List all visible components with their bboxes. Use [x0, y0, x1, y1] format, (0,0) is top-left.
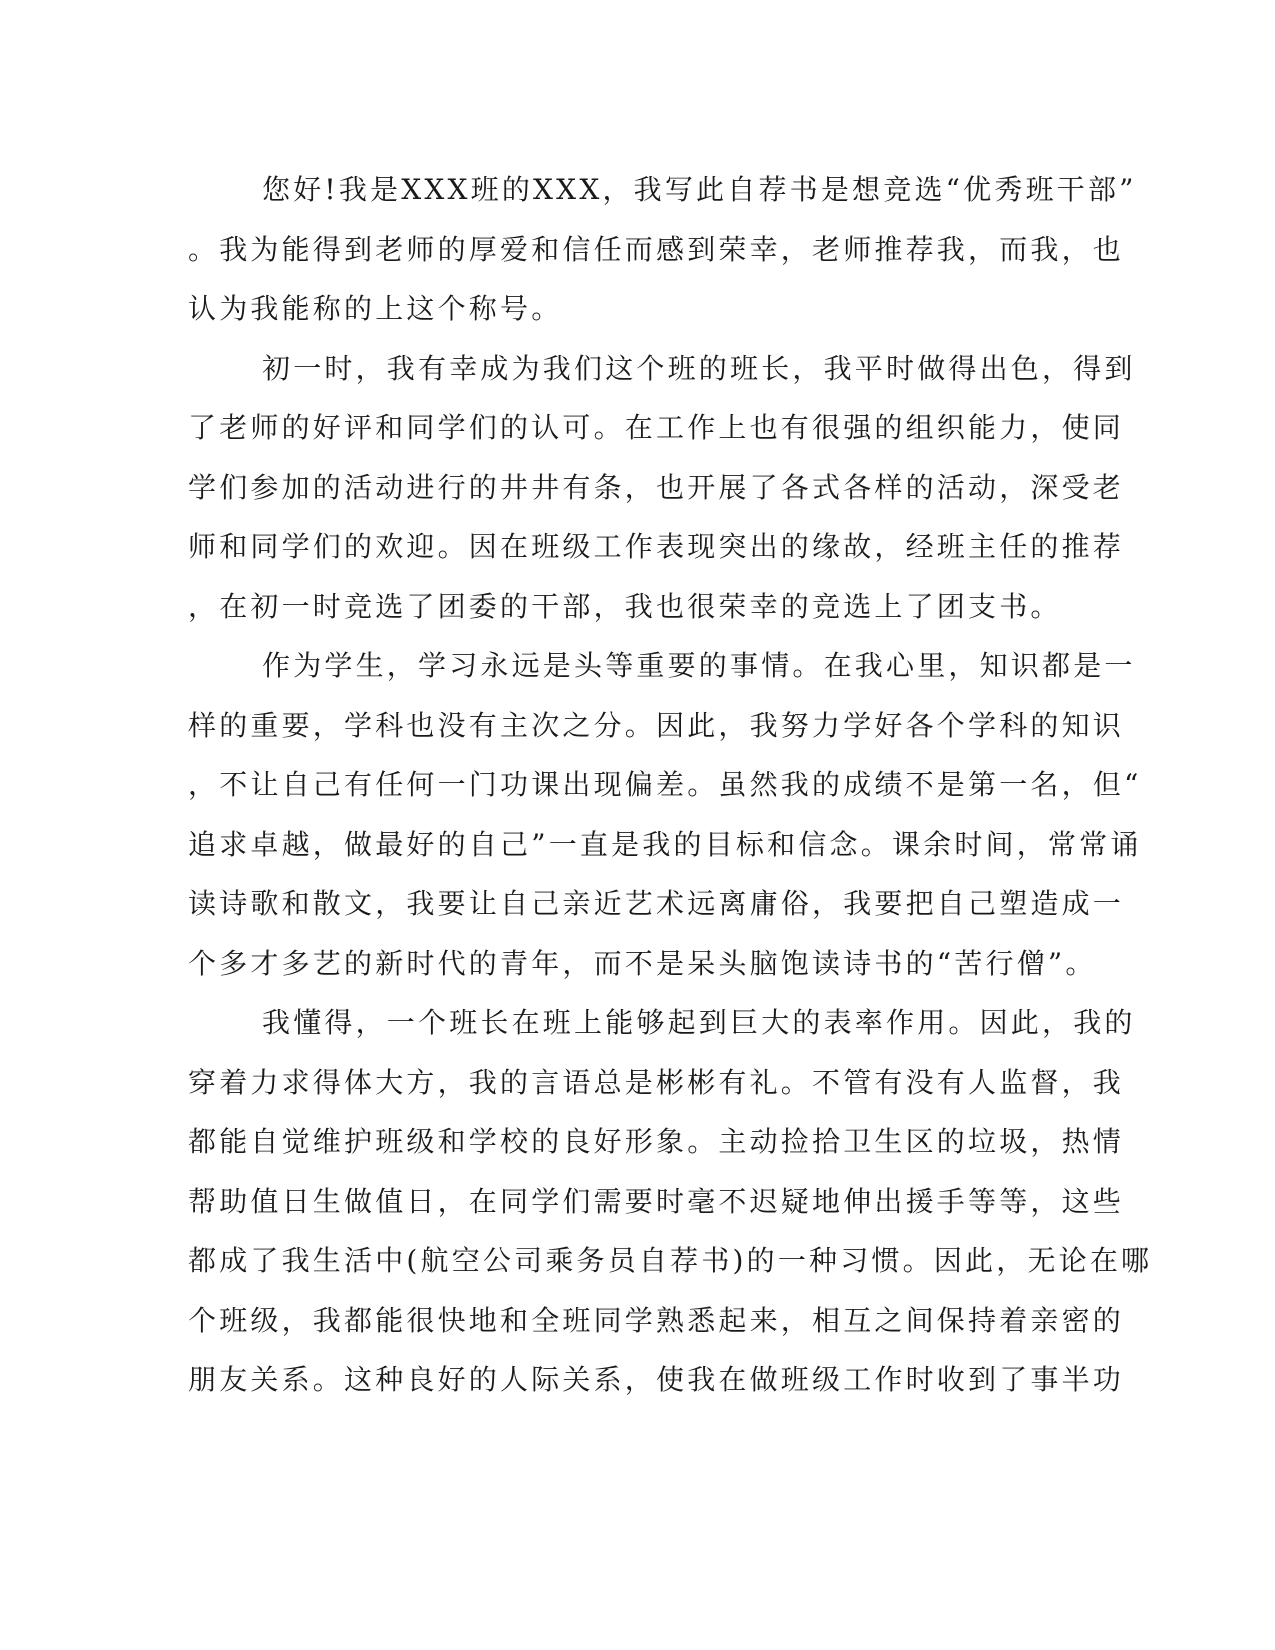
paragraph-4-line-2: 穿着力求得体大方，我的言语总是彬彬有礼。不管有没有人监督，我 — [188, 1065, 1125, 1099]
paragraph-4-line-3: 都能自觉维护班级和学校的良好形象。主动捡拾卫生区的垃圾，热情 — [188, 1125, 1125, 1158]
paragraph-3-line-2: 样的重要，学科也没有主次之分。因此，我努力学好各个学科的知识 — [188, 708, 1125, 742]
document-body — [188, 160, 1153, 1410]
paragraph-3-line-1: 作为学生，学习永远是头等重要的事情。在我心里，知识都是一 — [262, 649, 1136, 682]
paragraph-4-line-5: 都成了我生活中(航空公司乘务员自荐书)的一种习惯。因此，无论在哪 — [188, 1244, 1153, 1277]
paragraph-4-line-6: 个班级，我都能很快地和全班同学熟悉起来，相互之间保持着亲密的 — [188, 1303, 1125, 1337]
paragraph-1-line-3: 认为我能称的上这个称号。 — [188, 292, 563, 325]
paragraph-2-line-5: ，在初一时竞选了团委的干部，我也很荣幸的竞选上了团支书。 — [188, 589, 1062, 623]
paragraph-3-line-4: 追求卓越，做最好的自己”一直是我的目标和信念。课余时间，常常诵 — [188, 827, 1142, 861]
paragraph-4-line-1: 我懂得，一个班长在班上能够起到巨大的表率作用。因此，我的 — [262, 1006, 1136, 1039]
paragraph-2-line-1: 初一时，我有幸成为我们这个班的班长，我平时做得出色，得到 — [262, 351, 1136, 385]
paragraph-3-line-3: ，不让自己有任何一门功课出现偏差。虽然我的成绩不是第一名，但“ — [188, 768, 1142, 801]
paragraph-3-line-6: 个多才多艺的新时代的青年，而不是呆头脑饱读诗书的“苦行僧”。 — [188, 946, 1097, 980]
paragraph-4-line-4: 帮助值日生做值日，在同学们需要时毫不迟疑地伸出援手等等，这些 — [188, 1184, 1125, 1218]
paragraph-2-line-4: 师和同学们的欢迎。因在班级工作表现突出的缘故，经班主任的推荐 — [188, 530, 1125, 563]
paragraph-1-line-1: 您好!我是XXX班的XXX，我写此自荐书是想竞选“优秀班干部” — [262, 173, 1137, 206]
paragraph-2-line-2: 了老师的好评和同学们的认可。在工作上也有很强的组织能力，使同 — [188, 411, 1125, 444]
paragraph-2-line-3: 学们参加的活动进行的井井有条，也开展了各式各样的活动，深受老 — [188, 470, 1125, 504]
paragraph-4-line-7: 朋友关系。这种良好的人际关系，使我在做班级工作时收到了事半功 — [188, 1363, 1125, 1396]
paragraph-3-line-5: 读诗歌和散文，我要让自己亲近艺术远离庸俗，我要把自己塑造成一 — [188, 887, 1125, 920]
paragraph-1-line-2: 。我为能得到老师的厚爱和信任而感到荣幸，老师推荐我，而我，也 — [188, 232, 1125, 266]
